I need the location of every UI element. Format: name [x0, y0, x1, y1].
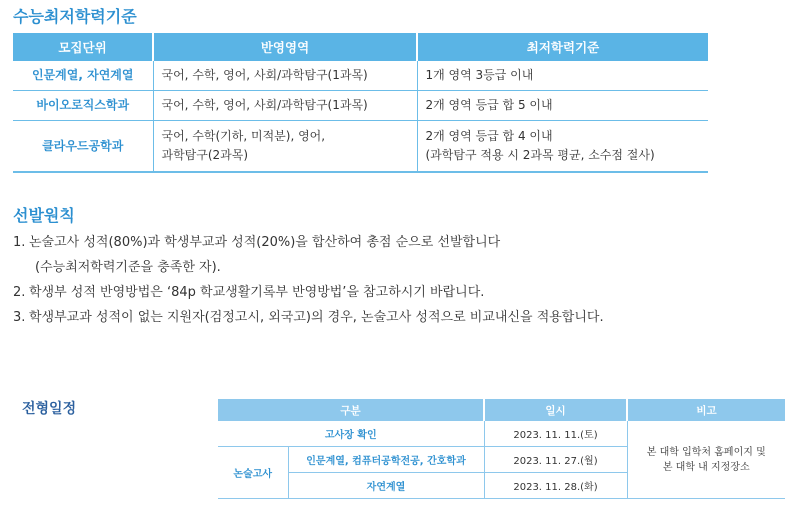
table-row: [13, 91, 708, 121]
item-number: 2.: [13, 285, 26, 300]
criteria-line: 1개 영역 3등급 이내: [425, 68, 534, 82]
unit-cell: 클라우드공학과: [13, 121, 153, 173]
criteria-cell: [417, 61, 708, 91]
item-text: 학생부 성적 반영방법은 ‘84p 학교생활기록부 반영방법’을 참고하시기 바랍니다.: [29, 285, 485, 300]
area-line: 국어, 수학(기하, 미적분), 영어,: [161, 129, 326, 143]
area-cell: [153, 61, 417, 91]
unit-cell: 인문계열, 자연계열: [13, 61, 153, 91]
criteria-cell: [417, 91, 708, 121]
essay-sub-label: 자연계열: [288, 473, 484, 499]
criteria-table: [13, 33, 708, 173]
essay-sub-label: 인문계열, 컴퓨터공학전공, 간호학과: [288, 447, 484, 473]
selection-title: 선발원칙: [13, 206, 75, 225]
criteria-header-row: [13, 33, 708, 61]
table-row: [13, 61, 708, 91]
list-item: [13, 280, 604, 305]
item-text: 논술고사 성적(80%)과 학생부교과 성적(20%)을 합산하여 총점 순으로 선발합니다: [29, 235, 501, 250]
note-line: 본 대학 내 지정장소: [662, 461, 750, 473]
criteria-line: 2개 영역 등급 합 4 이내: [425, 129, 553, 143]
essay-sub-date: 2023. 11. 27.(월): [484, 447, 627, 473]
list-item: [13, 230, 604, 255]
schedule-header-row: [218, 399, 785, 421]
essay-label: 논술고사: [218, 447, 288, 499]
note-cell: [627, 421, 785, 499]
criteria-cell: [417, 121, 708, 173]
area-line: 과학탐구(2과목): [161, 148, 249, 162]
exam-check-date: 2023. 11. 11.(토): [484, 421, 627, 447]
header-date: 일시: [484, 399, 627, 421]
header-note: 비고: [627, 399, 785, 421]
area-line: 국어, 수학, 영어, 사회/과학탐구(1과목): [161, 68, 368, 82]
item-continuation: (수능최저학력기준을 충족한 자).: [35, 260, 221, 275]
criteria-title: 수능최저학력기준: [13, 7, 137, 26]
item-text: 학생부교과 성적이 없는 지원자(검정고시, 외국고)의 경우, 논술고사 성적으로 비교내신을 적용합니다.: [29, 310, 604, 325]
header-criteria: 최저학력기준: [417, 33, 708, 61]
criteria-line: (과학탐구 적용 시 2과목 평균, 소수점 절사): [425, 148, 655, 162]
area-line: 국어, 수학, 영어, 사회/과학탐구(1과목): [161, 98, 368, 112]
item-number: 3.: [13, 310, 26, 325]
note-line: 본 대학 입학처 홈페이지 및: [646, 446, 766, 458]
header-area: 반영영역: [153, 33, 417, 61]
area-cell: [153, 121, 417, 173]
header-unit: 모집단위: [13, 33, 153, 61]
criteria-line: 2개 영역 등급 합 5 이내: [425, 98, 553, 112]
list-item: [13, 305, 604, 330]
unit-cell: 바이오로직스학과: [13, 91, 153, 121]
table-row: [13, 121, 708, 173]
table-row: [218, 421, 785, 447]
selection-list: [13, 230, 604, 330]
essay-sub-date: 2023. 11. 28.(화): [484, 473, 627, 499]
area-cell: [153, 91, 417, 121]
schedule-table: [218, 399, 785, 499]
item-number: 1.: [13, 235, 26, 250]
exam-check-label: 고사장 확인: [218, 421, 484, 447]
schedule-title: 전형일정: [22, 401, 77, 417]
header-category: 구분: [218, 399, 484, 421]
